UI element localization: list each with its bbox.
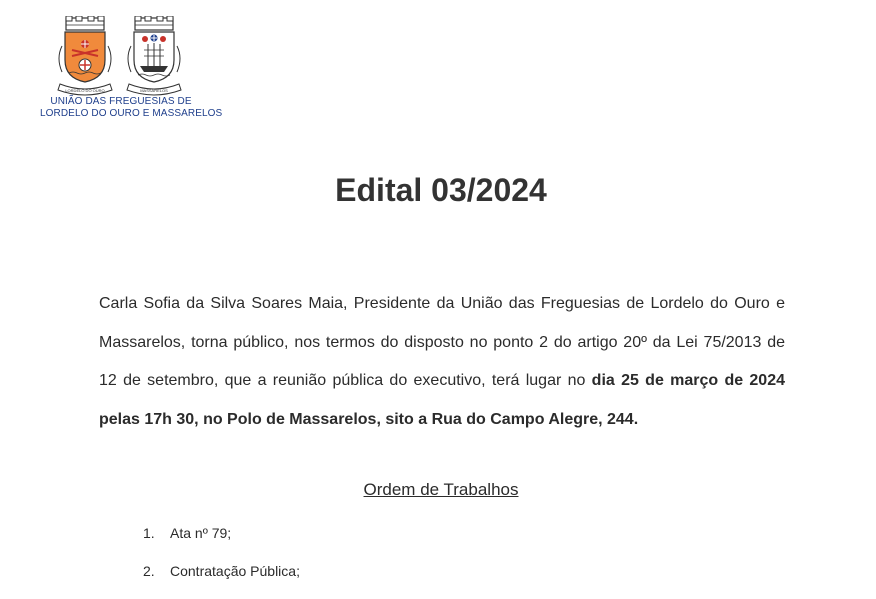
organization-name <box>40 96 223 120</box>
agenda-item-text: Ata nº 79; <box>170 525 232 541</box>
org-name-line-1: UNIÃO DAS FREGUESIAS DE <box>50 96 192 107</box>
org-name-line-2: LORDELO DO OURO E MASSARELOS <box>40 108 223 119</box>
edict-paragraph <box>99 285 785 439</box>
agenda-item <box>143 561 300 599</box>
agenda-item-text: Contratação Pública; <box>170 563 300 579</box>
crests <box>50 16 200 98</box>
edict-paragraph-bold: dia 25 de março de 2024 pelas 17h 30, no Polo de Massarelos, sito a Rua do Campo Alegre, 244. <box>99 372 785 428</box>
lordelo-crest-icon <box>52 16 118 98</box>
edict-paragraph-plain: Carla Sofia da Silva Soares Maia, Presidente da União das Freguesias de Lordelo do Ouro e Massarelos, torna público, nos termos do disposto no ponto 2 do artigo 20º da Lei 75/2013 de 12 de setembro, que a reunião pública do executivo, terá lugar no <box>99 295 785 389</box>
agenda-title: Ordem de Trabalhos <box>363 480 519 499</box>
document-title: Edital 03/2024 <box>335 172 547 208</box>
massarelos-crest-icon <box>122 16 186 98</box>
agenda-item-number: 2. <box>143 563 155 579</box>
agenda-item-number: 1. <box>143 525 155 541</box>
agenda-list <box>143 523 300 599</box>
crest-left-ribbon: LORDELO DO OURO <box>65 88 105 93</box>
crest-right-ribbon: MASSARELOS <box>140 88 168 93</box>
agenda-item <box>143 523 300 561</box>
